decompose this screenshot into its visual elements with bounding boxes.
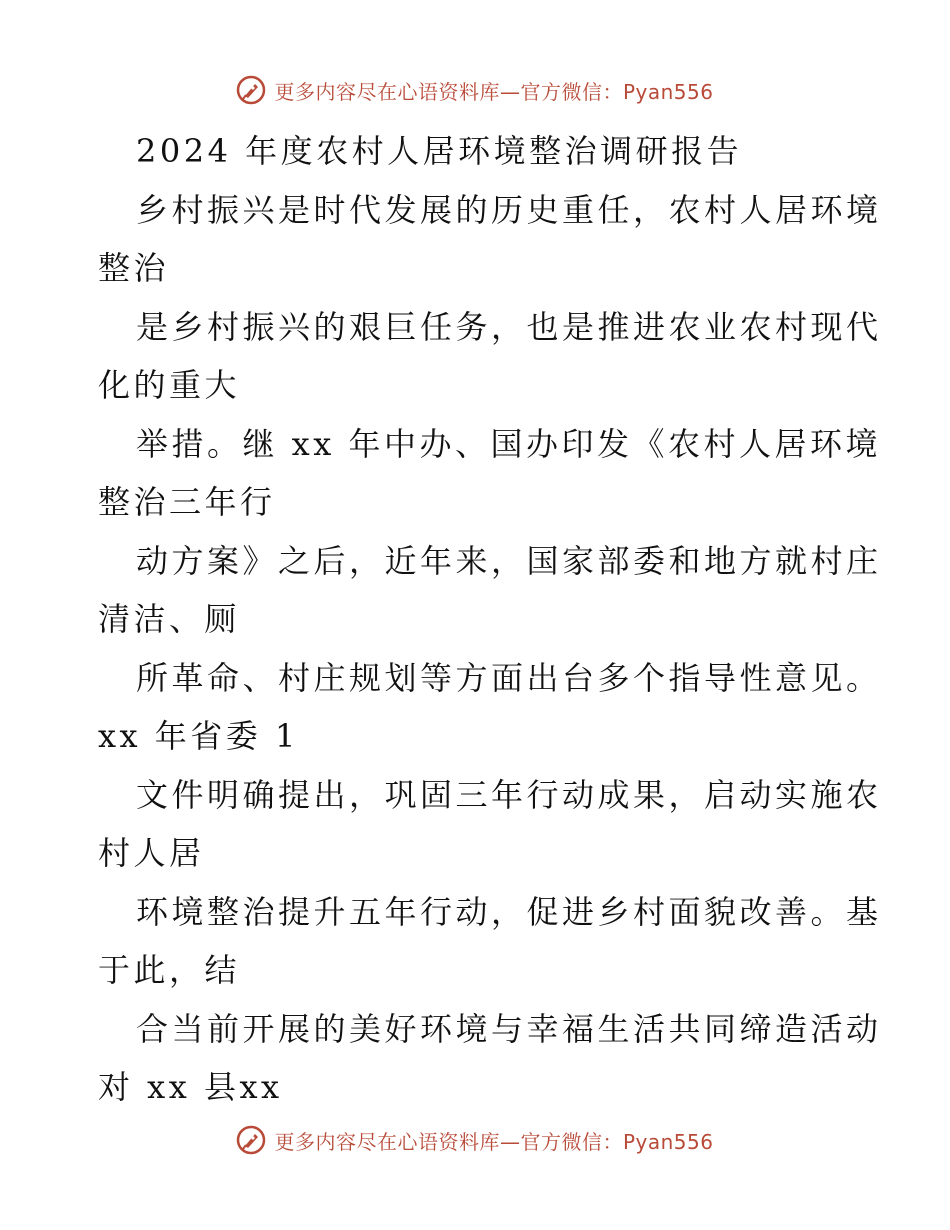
watermark-text: 更多内容尽在心语资料库—官方微信：Pyan556 xyxy=(274,79,714,104)
body-line: 化的重大 xyxy=(98,366,241,404)
header-watermark xyxy=(0,70,950,110)
body-line: 清洁、厕 xyxy=(98,600,241,638)
document-body xyxy=(98,122,882,1117)
body-line: 合当前开展的美好环境与幸福生活共同缔造活动 xyxy=(136,1009,882,1048)
document-title: 2024 年度农村人居环境整治调研报告 xyxy=(136,132,743,170)
body-line: 村人居 xyxy=(98,834,205,872)
body-line: 是乡村振兴的艰巨任务，也是推进农业农村现代 xyxy=(136,307,882,346)
body-line: 于此，结 xyxy=(98,951,241,989)
body-line: xx 年省委 1 xyxy=(98,717,299,755)
body-line: 整治三年行 xyxy=(98,483,276,521)
footer-watermark xyxy=(0,1120,950,1160)
body-line: 所革命、村庄规划等方面出台多个指导性意见。 xyxy=(136,658,882,697)
body-line: 动方案》之后，近年来，国家部委和地方就村庄 xyxy=(136,541,882,580)
pen-nib-logo-icon xyxy=(236,75,266,105)
body-line: 整治 xyxy=(98,249,170,287)
body-line: 文件明确提出，巩固三年行动成果，启动实施农 xyxy=(136,775,882,814)
watermark-text: 更多内容尽在心语资料库—官方微信：Pyan556 xyxy=(274,1129,714,1154)
body-line: 乡村振兴是时代发展的历史重任，农村人居环境 xyxy=(136,190,882,229)
body-line: 举措。继 xx 年中办、国办印发《农村人居环境 xyxy=(136,424,881,463)
body-line: 对 xx 县xx xyxy=(98,1068,283,1106)
pen-nib-logo-icon xyxy=(236,1125,266,1155)
body-line: 环境整治提升五年行动，促进乡村面貌改善。基 xyxy=(136,892,882,931)
